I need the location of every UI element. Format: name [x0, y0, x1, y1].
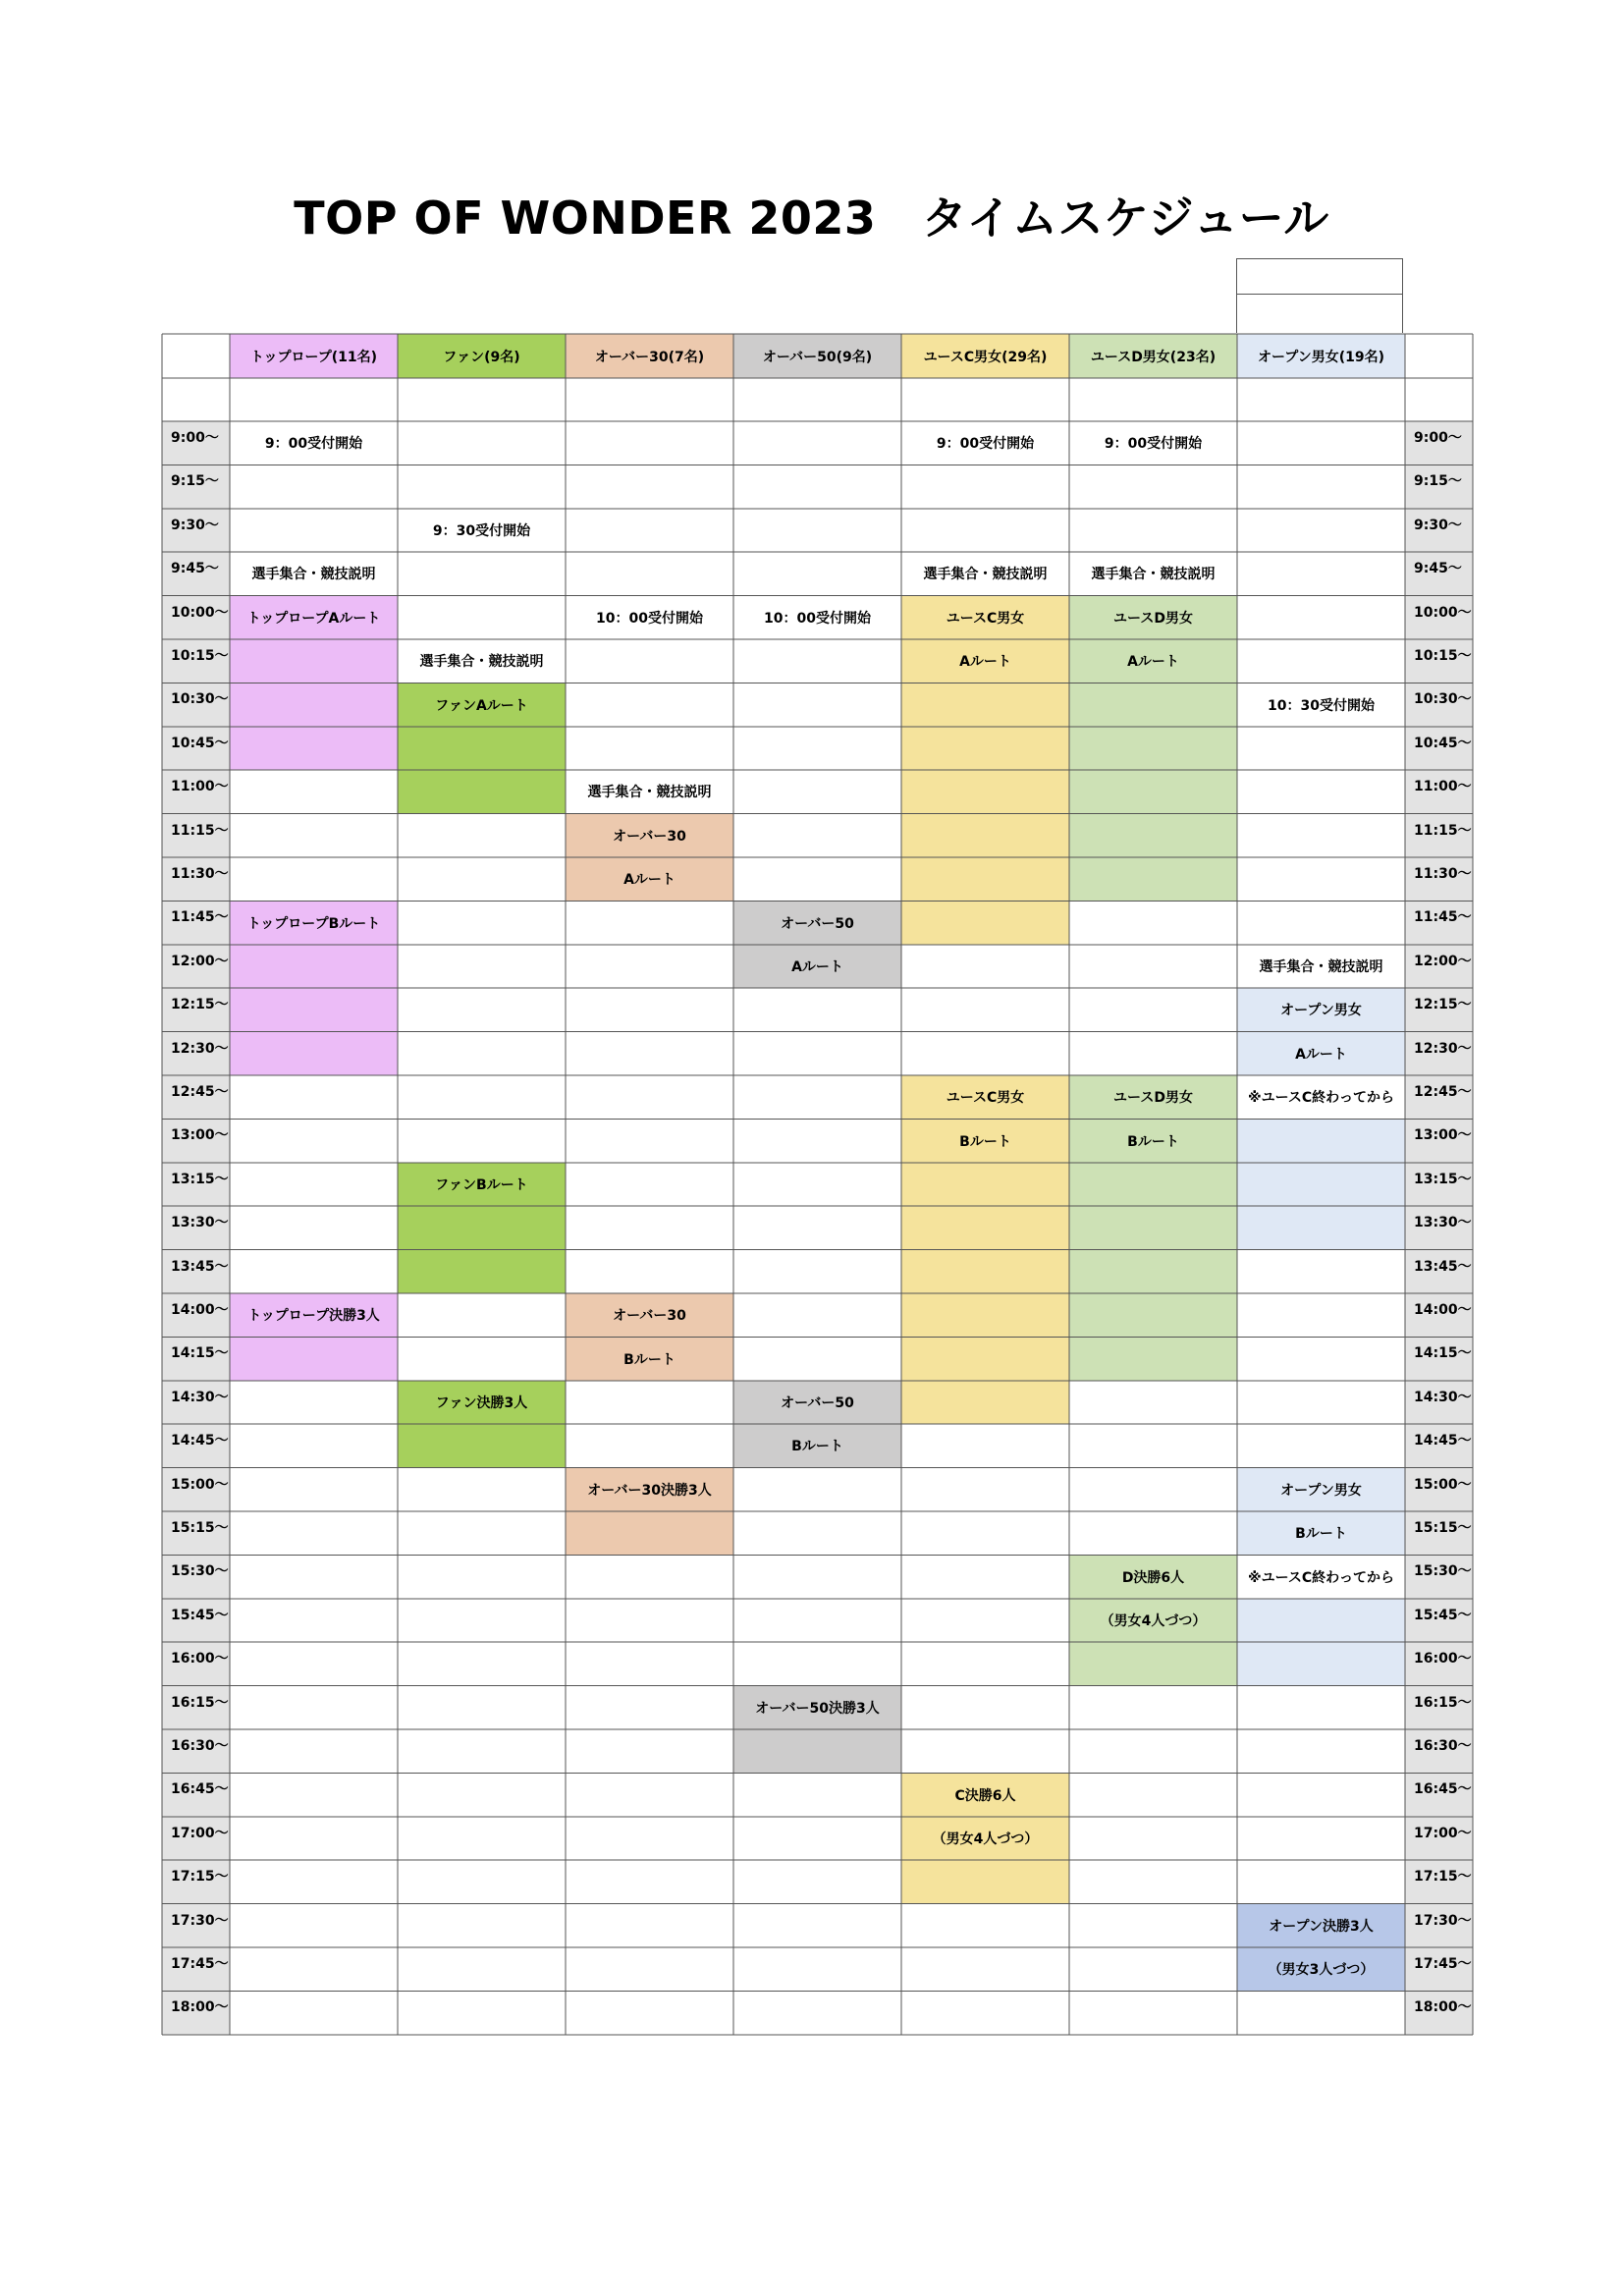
time-label-right: 10:15～: [1405, 639, 1473, 683]
time-label-right: 16:15～: [1405, 1686, 1473, 1729]
time-label-right: 16:30～: [1405, 1729, 1473, 1773]
time-label-left: 11:00～: [162, 770, 230, 813]
time-label-right: 12:00～: [1405, 945, 1473, 988]
time-label-left: 14:30～: [162, 1381, 230, 1424]
time-label-right: 16:00～: [1405, 1642, 1473, 1685]
time-label-left: 11:45～: [162, 901, 230, 944]
schedule-cell: ※ユースC終わってから: [1247, 1090, 1395, 1107]
schedule-cell: C決勝6人: [901, 1773, 1069, 1816]
time-label-left: 13:15～: [162, 1163, 230, 1206]
schedule-cell: オープン男女: [1237, 988, 1405, 1031]
schedule-cell: オーバー30: [566, 814, 733, 857]
time-label-left: 10:30～: [162, 683, 230, 726]
schedule-cell: オープン決勝3人: [1237, 1904, 1405, 1947]
schedule-cell: オーバー50決勝3人: [733, 1686, 901, 1729]
time-label-right: 13:15～: [1405, 1163, 1473, 1206]
time-label-left: 17:00～: [162, 1817, 230, 1860]
schedule-cell: オープン男女: [1237, 1468, 1405, 1511]
schedule-cell: 9：00受付開始: [936, 436, 1035, 453]
time-label-right: 13:30～: [1405, 1206, 1473, 1249]
time-label-right: 15:15～: [1405, 1511, 1473, 1555]
time-label-left: 12:15～: [162, 988, 230, 1031]
schedule-cell: 選手集合・競技説明: [1091, 567, 1216, 583]
schedule-cell: ユースD男女: [1069, 596, 1237, 639]
time-label-left: 13:30～: [162, 1206, 230, 1249]
time-label-right: 14:15～: [1405, 1337, 1473, 1380]
time-label-right: 13:45～: [1405, 1250, 1473, 1293]
time-label-right: 9:30～: [1405, 509, 1473, 552]
schedule-cell: Bルート: [901, 1119, 1069, 1162]
schedule-cell: 10：30受付開始: [1268, 697, 1375, 714]
time-label-right: 15:30～: [1405, 1555, 1473, 1598]
time-label-left: 17:15～: [162, 1860, 230, 1903]
time-label-left: 13:00～: [162, 1119, 230, 1162]
time-label-right: 9:15～: [1405, 465, 1473, 508]
time-label-right: 10:30～: [1405, 683, 1473, 726]
column-header: ユースC男女(29名): [901, 334, 1069, 378]
schedule-cell: 10：00受付開始: [596, 610, 703, 627]
schedule-cell: ファン決勝3人: [398, 1381, 566, 1424]
schedule-cell: 9：30受付開始: [432, 522, 531, 539]
schedule-cell: Bルート: [1237, 1511, 1405, 1555]
schedule-cell: Aルート: [1237, 1032, 1405, 1075]
schedule-cell: Bルート: [733, 1424, 901, 1467]
time-label-right: 13:00～: [1405, 1119, 1473, 1162]
time-label-right: 16:45～: [1405, 1773, 1473, 1816]
schedule-cell: 選手集合・競技説明: [1259, 958, 1383, 975]
schedule-cell: 選手集合・競技説明: [419, 654, 544, 671]
time-label-left: 16:15～: [162, 1686, 230, 1729]
time-label-right: 10:00～: [1405, 596, 1473, 639]
column-header: ユースD男女(23名): [1069, 334, 1237, 378]
schedule-cell: トップロープBルート: [230, 901, 398, 944]
time-label-right: 17:00～: [1405, 1817, 1473, 1860]
schedule-cell: 9：00受付開始: [1104, 436, 1203, 453]
schedule-cell: オーバー50: [733, 1381, 901, 1424]
time-label-left: 18:00～: [162, 1991, 230, 2034]
time-label-right: 11:45～: [1405, 901, 1473, 944]
time-label-right: 10:45～: [1405, 727, 1473, 770]
schedule-cell: Aルート: [901, 639, 1069, 683]
time-label-left: 15:45～: [162, 1599, 230, 1642]
time-label-right: 12:30～: [1405, 1032, 1473, 1075]
time-label-left: 9:45～: [162, 552, 230, 595]
column-header: ファン(9名): [398, 334, 566, 378]
time-label-right: 14:30～: [1405, 1381, 1473, 1424]
time-label-left: 15:00～: [162, 1468, 230, 1511]
time-label-right: 14:45～: [1405, 1424, 1473, 1467]
time-label-left: 17:45～: [162, 1947, 230, 1991]
time-label-right: 12:15～: [1405, 988, 1473, 1031]
column-header: トップロープ(11名): [230, 334, 398, 378]
column-header: オーバー50(9名): [733, 334, 901, 378]
time-label-right: 15:45～: [1405, 1599, 1473, 1642]
schedule-cell: （男女3人づつ）: [1237, 1947, 1405, 1991]
schedule-cell: 選手集合・競技説明: [251, 567, 376, 583]
time-label-left: 11:15～: [162, 814, 230, 857]
time-label-right: 9:00～: [1405, 421, 1473, 465]
schedule-cell: ファンBルート: [398, 1163, 566, 1206]
schedule-cell: ユースD男女: [1069, 1075, 1237, 1119]
schedule-cell: （男女4人づつ）: [901, 1817, 1069, 1860]
schedule-cell: ファンAルート: [398, 683, 566, 726]
time-label-left: 9:30～: [162, 509, 230, 552]
time-label-left: 12:45～: [162, 1075, 230, 1119]
column-header: オープン男女(19名): [1237, 334, 1405, 378]
time-label-left: 14:45～: [162, 1424, 230, 1467]
time-label-left: 10:15～: [162, 639, 230, 683]
time-label-right: 14:00～: [1405, 1293, 1473, 1337]
schedule-cell: 選手集合・競技説明: [587, 785, 712, 801]
schedule-cell: 10：00受付開始: [764, 610, 871, 627]
schedule-cell: （男女4人づつ）: [1069, 1599, 1237, 1642]
time-label-left: 9:00～: [162, 421, 230, 465]
time-label-left: 15:30～: [162, 1555, 230, 1598]
schedule-cell: Bルート: [566, 1337, 733, 1380]
schedule-cell: ※ユースC終わってから: [1247, 1569, 1395, 1586]
time-label-right: 15:00～: [1405, 1468, 1473, 1511]
page-title: TOP OF WONDER 2023 タイムスケジュール: [294, 191, 1329, 245]
time-label-right: 11:30～: [1405, 857, 1473, 901]
schedule-cell: 9：00受付開始: [264, 436, 363, 453]
time-label-left: 15:15～: [162, 1511, 230, 1555]
time-label-right: 17:15～: [1405, 1860, 1473, 1903]
time-label-left: 13:45～: [162, 1250, 230, 1293]
time-label-left: 14:00～: [162, 1293, 230, 1337]
time-label-left: 16:00～: [162, 1642, 230, 1685]
time-label-left: 10:00～: [162, 596, 230, 639]
schedule-cell: D決勝6人: [1069, 1555, 1237, 1598]
schedule-cell: ユースC男女: [901, 1075, 1069, 1119]
schedule-cell: Bルート: [1069, 1119, 1237, 1162]
time-label-right: 17:30～: [1405, 1904, 1473, 1947]
time-label-right: 11:15～: [1405, 814, 1473, 857]
time-label-left: 17:30～: [162, 1904, 230, 1947]
schedule-cell: 選手集合・競技説明: [923, 567, 1048, 583]
column-header: オーバー30(7名): [566, 334, 733, 378]
time-label-left: 12:30～: [162, 1032, 230, 1075]
time-label-right: 17:45～: [1405, 1947, 1473, 1991]
schedule-cell: オーバー50: [733, 901, 901, 944]
time-label-left: 16:30～: [162, 1729, 230, 1773]
schedule-cell: トップロープAルート: [230, 596, 398, 639]
time-label-right: 9:45～: [1405, 552, 1473, 595]
time-label-left: 9:15～: [162, 465, 230, 508]
schedule-cell: ユースC男女: [901, 596, 1069, 639]
time-label-left: 11:30～: [162, 857, 230, 901]
schedule-cell: オーバー30決勝3人: [566, 1468, 733, 1511]
time-label-left: 12:00～: [162, 945, 230, 988]
schedule-cell: Aルート: [1069, 639, 1237, 683]
time-label-right: 18:00～: [1405, 1991, 1473, 2034]
schedule-cell: Aルート: [733, 945, 901, 988]
time-label-left: 14:15～: [162, 1337, 230, 1380]
time-label-left: 16:45～: [162, 1773, 230, 1816]
schedule-cell: オーバー30: [566, 1293, 733, 1337]
schedule-cell: トップロープ決勝3人: [230, 1293, 398, 1337]
schedule-cell: Aルート: [566, 857, 733, 901]
time-label-right: 11:00～: [1405, 770, 1473, 813]
time-label-right: 12:45～: [1405, 1075, 1473, 1119]
time-label-left: 10:45～: [162, 727, 230, 770]
